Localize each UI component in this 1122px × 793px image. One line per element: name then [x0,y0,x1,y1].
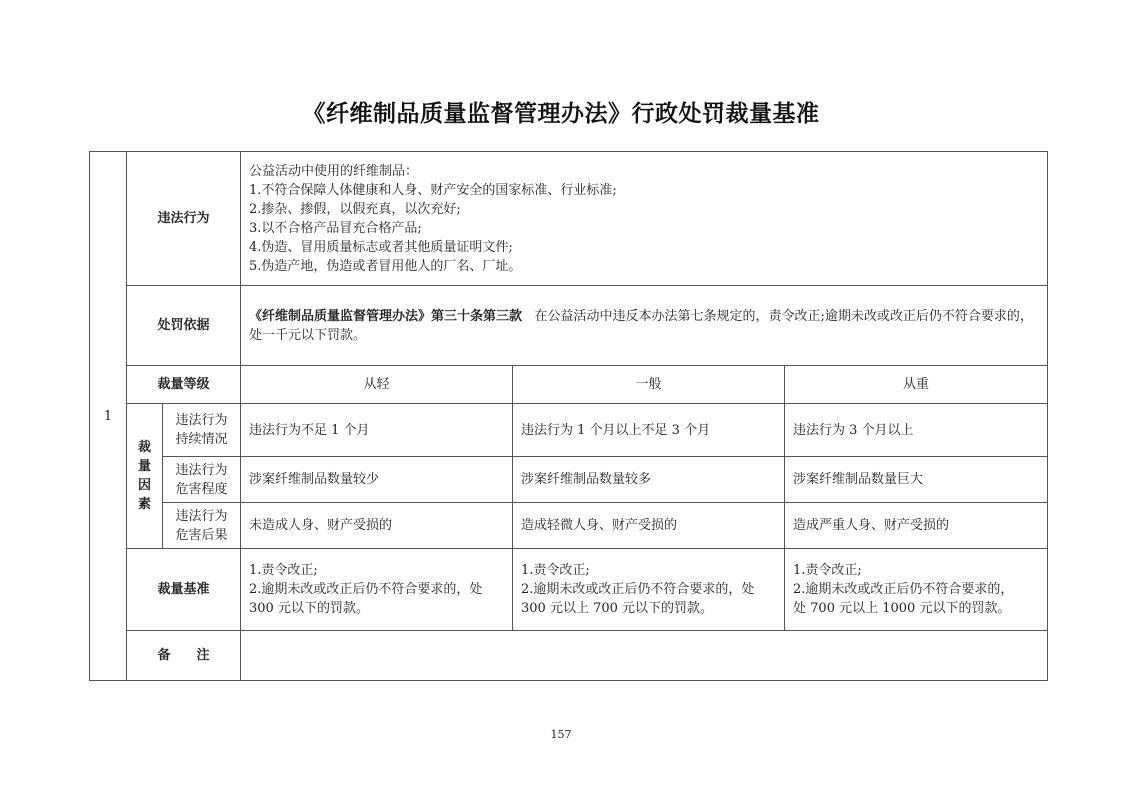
factors-label-char: 素 [137,497,151,512]
factor-label-line: 持续情况 [175,432,228,447]
factor-label-line: 违法行为 [175,462,228,478]
factor-value: 造成严重人身、财产受损的 [785,503,1048,549]
basis-legal-reference: 《纤维制品质量监督管理办法》第三十条第三款 [249,308,523,324]
factor-value: 未造成人身、财产受损的 [241,503,513,549]
factors-label-char: 裁 [137,440,151,455]
factor-label-harm-degree [163,457,241,503]
penalty-discretion-table [89,151,1048,681]
standard-line: 2.逾期未改或改正后仍不符合要求的，处 [521,582,755,597]
remark-label: 备注 [157,648,236,663]
factors-label [127,404,163,549]
standard-line: 300 元以上 700 元以下的罚款。 [521,601,714,616]
levels-row [90,366,1048,404]
basis-label: 处罚依据 [127,286,241,366]
factor-value: 违法行为不足 1 个月 [241,404,513,457]
factor-label-line: 危害后果 [175,527,228,543]
level-general: 一般 [513,366,785,404]
factors-label-char: 量 [137,459,151,474]
violation-line: 3.以不合格产品冒充合格产品; [249,220,422,236]
factor-value: 涉案纤维制品数量较少 [241,457,513,503]
factor-value: 违法行为 3 个月以上 [785,404,1048,457]
standard-line: 1.责令改正; [793,563,862,578]
factors-label-char: 因 [137,478,151,493]
standard-label: 裁量基准 [127,549,241,631]
standard-line: 1.责令改正; [249,563,318,578]
factor-value: 涉案纤维制品数量较多 [513,457,785,503]
factor-row-harm-degree [90,457,1048,503]
factor-label-duration [163,404,241,457]
factor-label-line: 违法行为 [175,508,228,524]
standard-value-general [513,549,785,631]
standard-line: 2.逾期未改或改正后仍不符合要求的，处 [249,582,483,597]
factor-row-harm-consequence [90,503,1048,549]
row-number: 1 [90,152,127,681]
basis-row [90,286,1048,366]
standard-line: 1.责令改正; [521,563,590,578]
standard-line: 300 元以下的罚款。 [249,601,369,616]
document-title: 《纤维制品质量监督管理办法》行政处罚裁量基准 [302,100,820,127]
basis-content [241,286,1048,366]
standard-line: 处 700 元以上 1000 元以下的罚款。 [793,601,1011,616]
level-severe: 从重 [785,366,1048,404]
remark-row [90,631,1048,681]
remark-value [241,631,1048,681]
factor-value: 违法行为 1 个月以上不足 3 个月 [513,404,785,457]
basis-text: 在公益活动中违反本办法第七条规定的，责令改正;逾期未改或改正后仍不符合要求的，处一千元以下罚款。 [249,308,1033,343]
violation-content [241,152,1048,286]
remark-label-cell [127,631,241,681]
standard-value-severe [785,549,1048,631]
violation-line: 5.伪造产地，伪造或者冒用他人的厂名、厂址。 [249,258,522,274]
standard-row [90,549,1048,631]
level-lenient: 从轻 [241,366,513,404]
standard-value-lenient [241,549,513,631]
factor-value: 造成轻微人身、财产受损的 [513,503,785,549]
standard-line: 2.逾期未改或改正后仍不符合要求的， [793,582,1014,597]
factor-label-line: 危害程度 [175,481,228,497]
factor-value: 涉案纤维制品数量巨大 [785,457,1048,503]
levels-label: 裁量等级 [127,366,241,404]
factor-row-duration [90,404,1048,457]
factor-label-line: 违法行为 [175,413,228,428]
violation-label: 违法行为 [127,152,241,286]
violation-line: 1.不符合保障人体健康和人身、财产安全的国家标准、行业标准; [249,182,617,198]
factor-label-harm-consequence [163,503,241,549]
violation-line: 2.掺杂、掺假，以假充真，以次充好; [249,201,461,217]
page-number: 157 [550,728,572,741]
violation-row [90,152,1048,286]
violation-line: 公益活动中使用的纤维制品： [249,163,419,179]
violation-line: 4.伪造、冒用质量标志或者其他质量证明文件; [249,239,513,255]
